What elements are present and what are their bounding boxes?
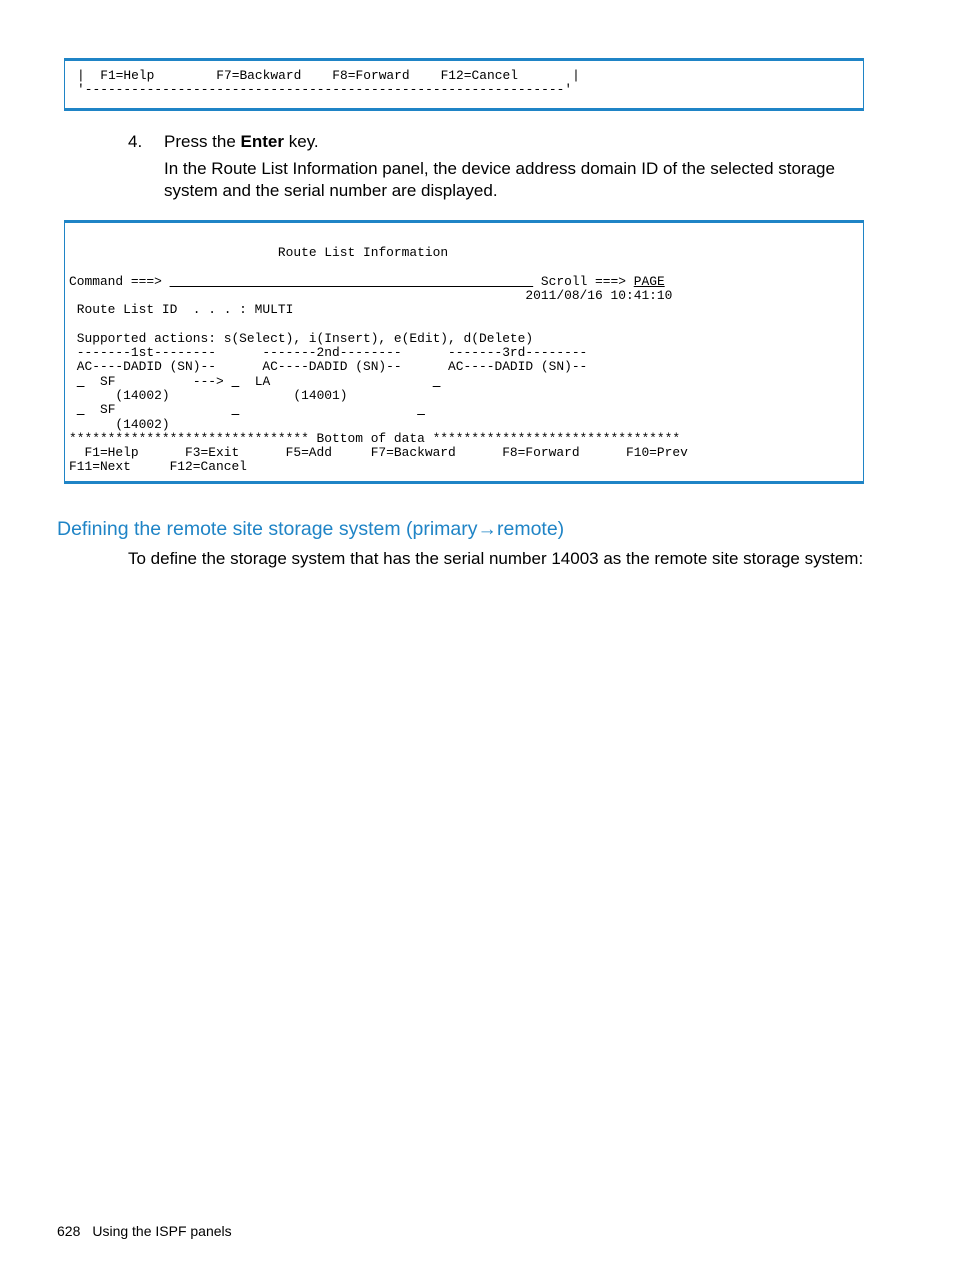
dadid-cell: LA bbox=[254, 373, 271, 389]
route-list-screen bbox=[69, 246, 688, 475]
route-list-information-panel bbox=[64, 220, 864, 484]
dadid-cell: SF bbox=[99, 402, 116, 418]
route-list-id: Route List ID . . . : MULTI bbox=[69, 302, 294, 318]
datetime: 2011/08/16 10:41:10 bbox=[525, 287, 673, 303]
step-prefix: Press the bbox=[164, 132, 241, 151]
column-headers: -------1st-------- -------2nd-------- -------3rd-------- bbox=[69, 345, 588, 361]
function-keys-row-1: F1=Help F3=Exit F5=Add F7=Backward F8=Forward F10=Prev bbox=[69, 445, 688, 461]
scroll-value[interactable]: PAGE bbox=[633, 273, 665, 289]
action-field[interactable] bbox=[433, 374, 441, 389]
action-field[interactable] bbox=[77, 402, 85, 417]
step-suffix: key. bbox=[284, 132, 319, 151]
action-field[interactable] bbox=[77, 374, 85, 389]
page-footer bbox=[57, 1222, 232, 1240]
action-field[interactable] bbox=[417, 402, 425, 417]
bottom-of-data: ******************************* Bottom of data ******************************** bbox=[69, 430, 681, 446]
arrow-indicator: ---> bbox=[192, 373, 224, 389]
scroll-label: Scroll ===> bbox=[540, 273, 626, 289]
serial-number-cell: (14001) bbox=[293, 387, 348, 403]
section-heading: Defining the remote site storage system (primary→remote) bbox=[57, 518, 565, 540]
enter-key-label: Enter bbox=[240, 132, 285, 151]
panel-border-line: '--------------------------------------------------------------' bbox=[77, 82, 573, 98]
command-input[interactable] bbox=[170, 274, 534, 289]
column-subheaders: AC----DADID (SN)-- AC----DADID (SN)-- AC----DADID (SN)-- bbox=[69, 359, 588, 375]
action-field[interactable] bbox=[232, 374, 240, 389]
function-keys-row-2: F11=Next F12=Cancel bbox=[69, 459, 247, 475]
function-key-panel bbox=[64, 58, 864, 111]
supported-actions: Supported actions: s(Select), i(Insert), e(Edit), d(Delete) bbox=[69, 330, 534, 346]
step-number: 4. bbox=[128, 132, 143, 151]
dadid-cell: SF bbox=[99, 373, 116, 389]
command-label: Command ===> bbox=[69, 273, 162, 289]
page-number: 628 bbox=[57, 1223, 81, 1239]
section-body: To define the storage system that has the serial number 14003 as the remote site storage system: bbox=[128, 549, 864, 568]
serial-number-cell: (14002) bbox=[115, 416, 170, 432]
step-description: In the Route List Information panel, the device address domain ID of the selected storage system and the serial number are displayed. bbox=[164, 159, 835, 200]
function-key-panel-text bbox=[77, 69, 580, 98]
panel-title: Route List Information bbox=[277, 245, 449, 260]
action-field[interactable] bbox=[232, 402, 240, 417]
serial-number-cell: (14002) bbox=[115, 387, 170, 403]
function-key-line: | F1=Help F7=Backward F8=Forward F12=Cancel | bbox=[77, 68, 580, 83]
step-4 bbox=[128, 131, 319, 152]
footer-text: Using the ISPF panels bbox=[92, 1223, 232, 1239]
